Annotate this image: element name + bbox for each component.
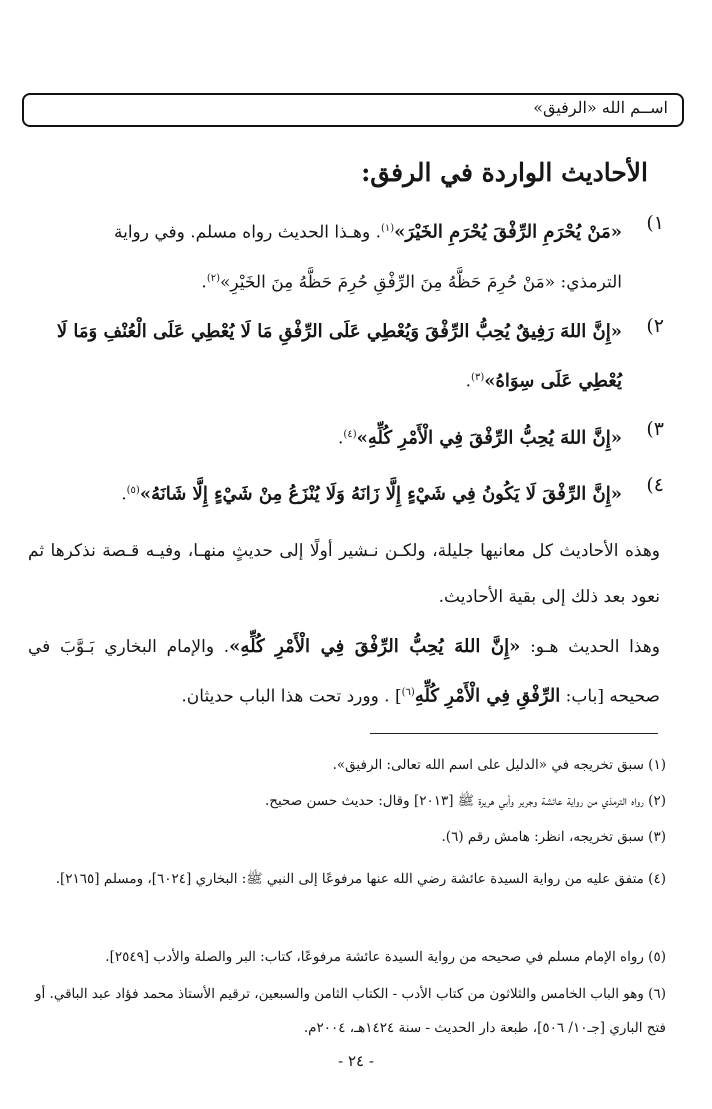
footnote-ref: (٥): [126, 485, 140, 496]
header-box: [22, 93, 684, 127]
hadith-quote: «إِنَّ اللهَ يُحِبُّ الرِّفْقَ فِي الْأَمْرِ كُلِّهِ»: [356, 427, 622, 449]
hadith-quote-cont: يُعْطِي عَلَى سِوَاهُ»: [484, 370, 622, 392]
footnote-5: (٥) رواه الإمام مسلم في صحيحه من رواية السيدة عائشة مرفوعًا، كتاب: البر والصلة والأدب [٢٥٤٩].: [105, 949, 666, 965]
footnote-4: (٤) متفق عليه من رواية السيدة عائشة رضي الله عنها مرفوعًا إلى النبي ﷺ: البخاري [٦٠٢٤]، ومسلم [٢١٦٥].: [55, 871, 666, 887]
footnote-ref: (٤): [343, 429, 357, 440]
hadith-number: ٣): [646, 418, 664, 440]
hadith-2: [18, 315, 664, 399]
footnote-2: (٢) رواه الترمذي من رواية عائشة وجرير وأبي هريرة ﷺ [٢٠١٣] وقال: حديث حسن صحيح.: [264, 793, 666, 809]
paragraph-text: ] . وورد تحت هذا الباب حديثان.: [181, 686, 402, 707]
footnote-divider: [370, 733, 658, 734]
paragraph-text: وهذا الحديث هـو:: [520, 637, 660, 657]
hadith-quote: «إِنَّ اللهَ يُحِبُّ الرِّفْقَ فِي الْأَمْرِ كُلِّهِ»: [229, 636, 521, 657]
hadith-number: ٤): [646, 474, 664, 496]
hadith-number: ٢): [646, 315, 664, 337]
section-title: الأحاديث الواردة في الرفق:: [361, 158, 648, 187]
hadith-commentary: . وهـذا الحديث رواه مسلم. وفي رواية: [113, 222, 381, 243]
period: .: [121, 484, 127, 505]
paragraph-intro: وهذه الأحاديث كل معانيها جليلة، ولكـن نـشير أولًا إلى حديثٍ منهـا، وفيـه قـصة نذكرها ثم نعود بعد ذلك إلى بقية الأحاديث.: [28, 541, 660, 607]
footnote-ref: (٢): [206, 272, 220, 284]
period: .: [465, 371, 472, 392]
period: .: [338, 428, 344, 449]
period: .: [201, 272, 207, 293]
hadith-quote: «مَنْ يُحْرَمِ الرِّفْقَ يُحْرَمِ الخَيْرَ»: [394, 221, 622, 243]
chapter-title: الرِّفْقِ فِي الْأَمْرِ كُلِّهِ: [414, 685, 561, 707]
page-number: - ٢٤ -: [338, 1052, 374, 1070]
paragraph-text: . والإمام البخاري بَـوَّبَ في صحيحه [باب:: [28, 637, 660, 707]
hadith-1: [18, 212, 664, 299]
running-header-title: اســم الله «الرفيق»: [533, 98, 668, 117]
hadith-quote: «إِنَّ الرِّفْقَ لَا يَكُونُ فِي شَيْءٍ إِلَّا زَانَهُ وَلَا يُنْزَعُ مِنْ شَيْءٍ إِلَّا شَانَهُ»: [139, 483, 622, 505]
footnote-ref: (٦): [401, 687, 415, 698]
paragraph-bukhari: [28, 624, 660, 720]
footnote-1: (١) سبق تخريجه في «الدليل على اسم الله تعالى: الرفيق».: [332, 757, 666, 773]
hadith-quote: «إِنَّ اللهَ رَفِيقٌ يُحِبُّ الرِّفْقَ وَيُعْطِي عَلَى الرِّفْقِ مَا لَا يُعْطِي عَلَى الْعُنْفِ وَمَا لَا: [56, 321, 622, 342]
hadith-variant: الترمذي: «مَنْ حُرِمَ حَظَّهُ مِنَ الرِّفْقِ حُرِمَ حَظَّهُ مِنَ الخَيْرِ»: [220, 272, 622, 293]
footnote-3: (٣) سبق تخريجه، انظر: هامش رقم (٦).: [441, 829, 666, 845]
hadith-3: [18, 418, 664, 456]
hadith-4: [18, 474, 664, 512]
footnote-ref: (١): [380, 223, 395, 234]
footnote-6: (٦) وهو الباب الخامس والثلاثون من كتاب الأدب - الكتاب الثامن والسبعين، ترقيم الأستاذ محمد فؤاد عبد الباقي. أو فتح الباري [جـ١٠/ ٥٠٦]، طبعة دار الحديث - سنة ١٤٢٤هـ، ٢٠٠٤م.: [34, 986, 666, 1036]
hadith-number: ١): [646, 212, 664, 234]
footnote-ref: (٣): [471, 372, 485, 383]
